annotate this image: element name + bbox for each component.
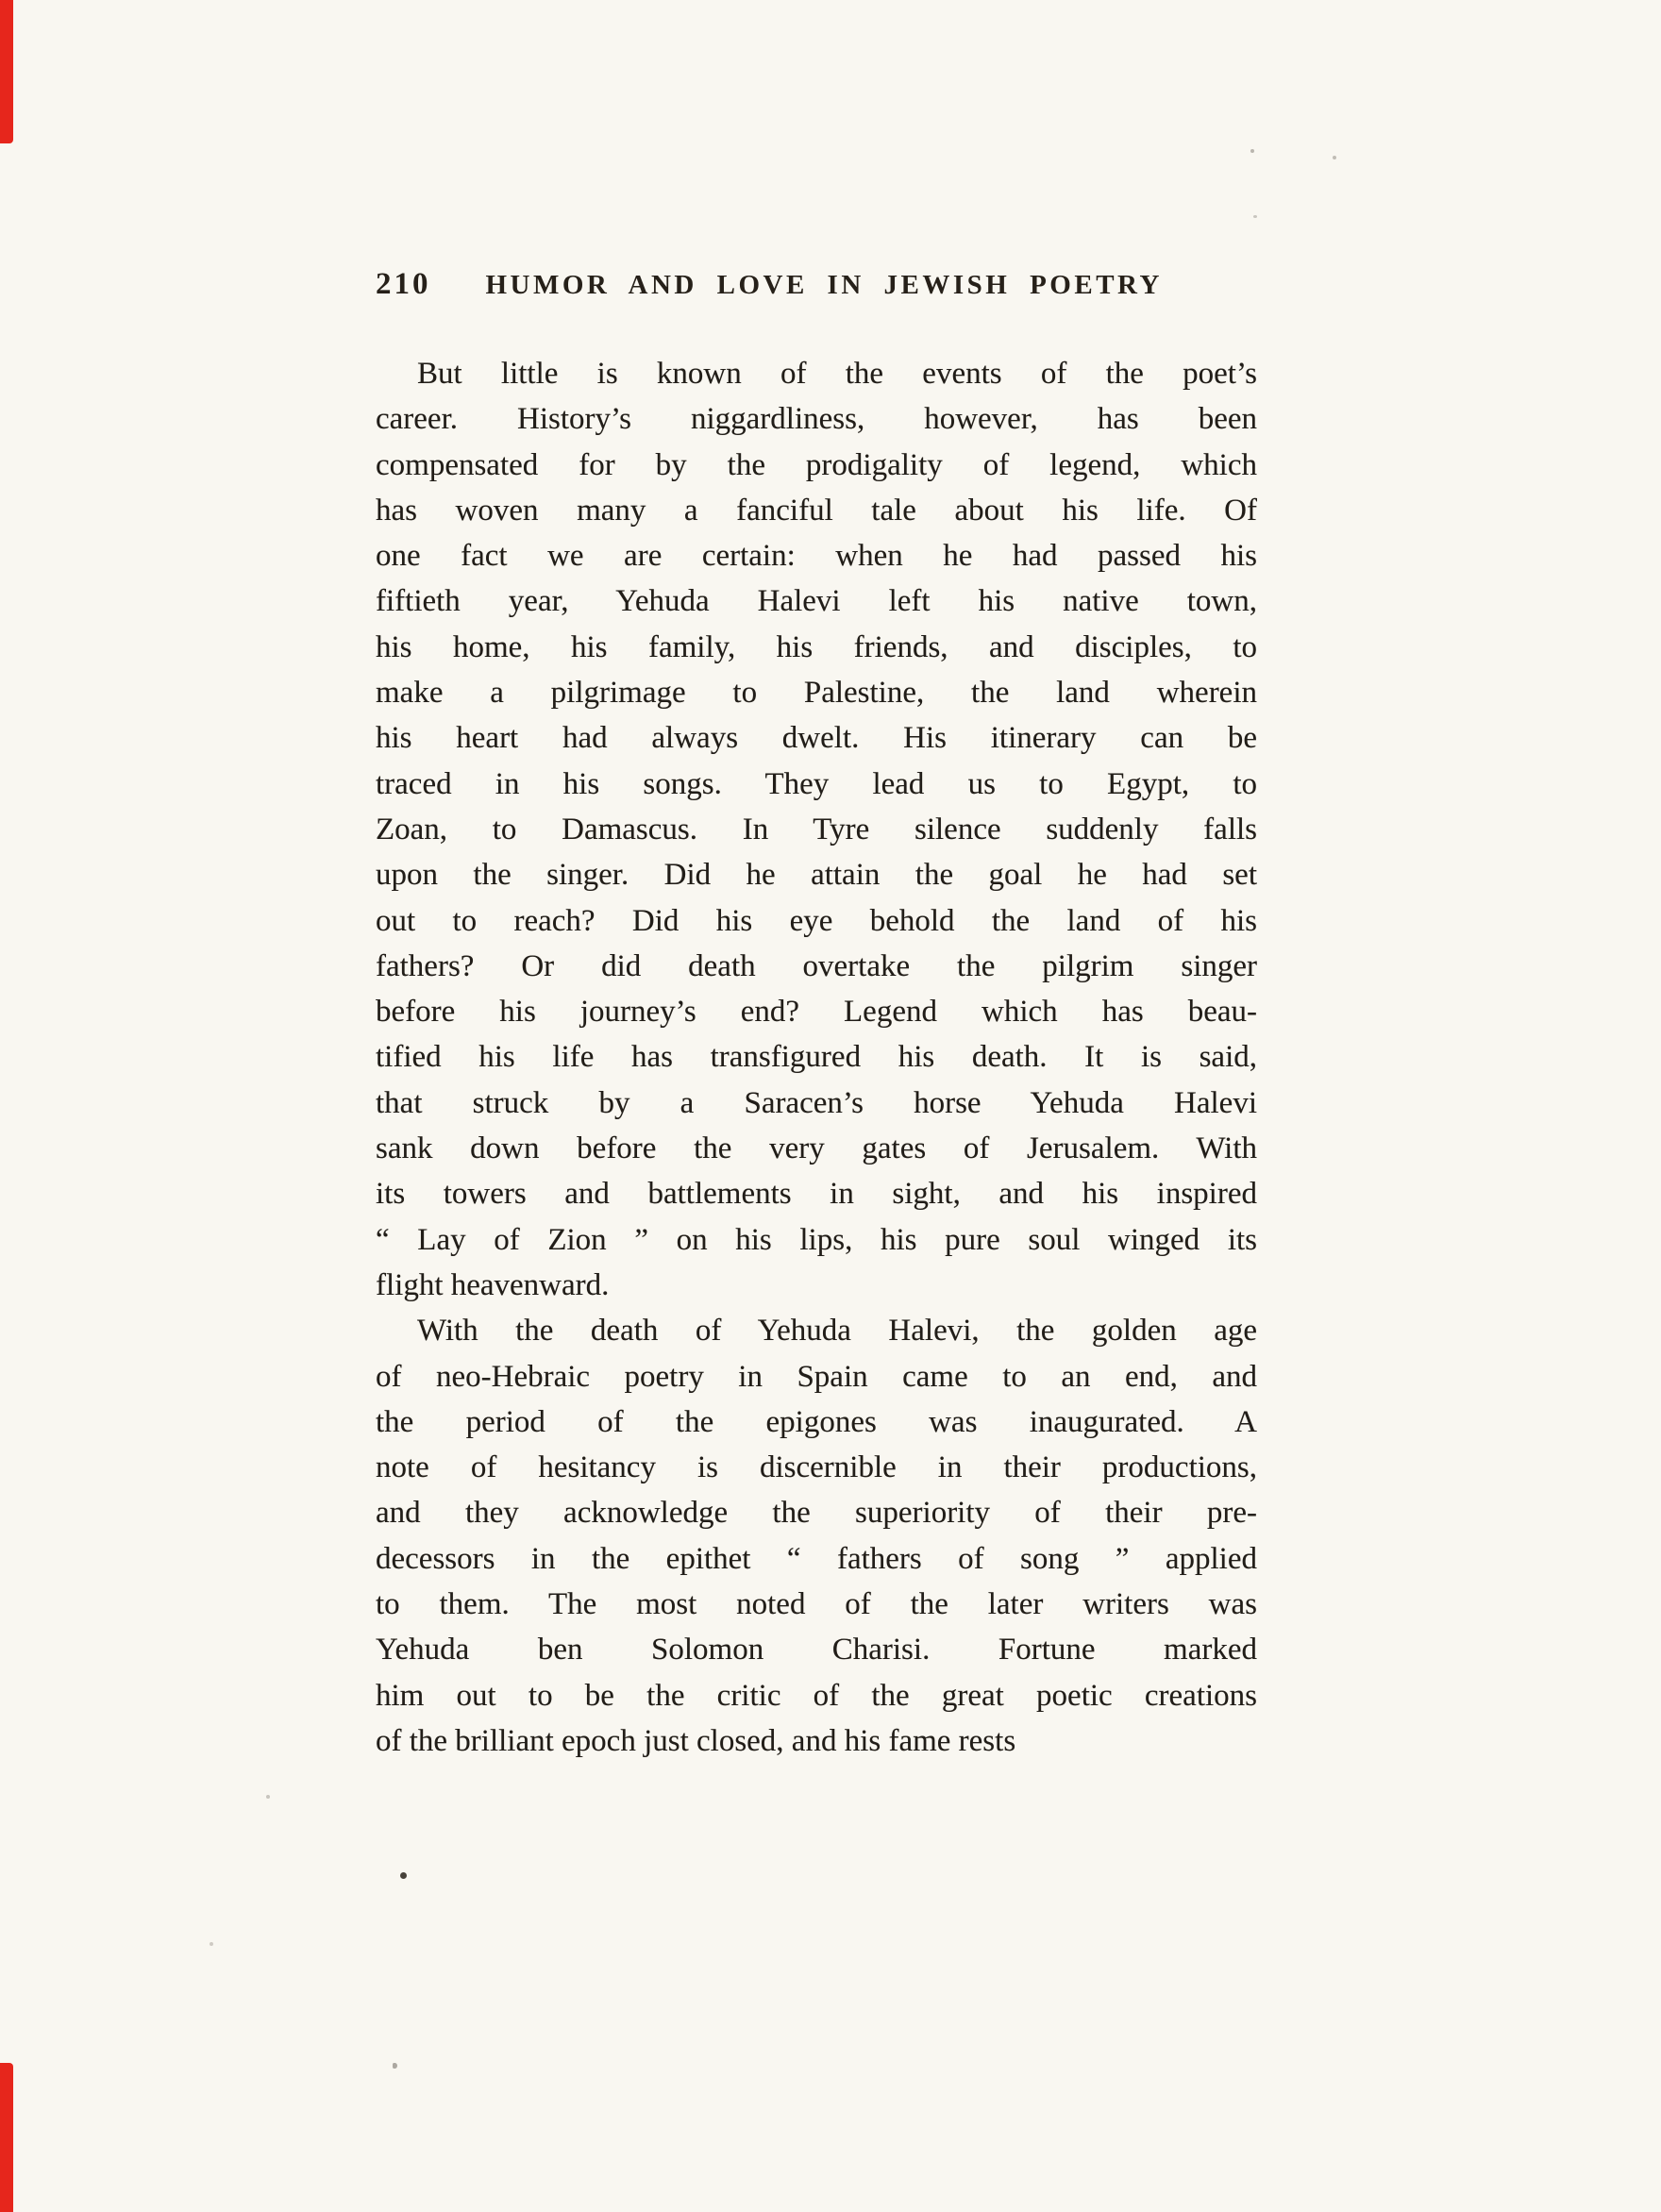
text-line: one fact we are certain: when he had passed his xyxy=(376,539,1257,574)
text-line: upon the singer. Did he attain the goal he had set xyxy=(376,858,1257,893)
text-line: Yehuda ben Solomon Charisi. Fortune marked xyxy=(376,1633,1257,1667)
text-line: has woven many a fanciful tale about his life. Of xyxy=(376,493,1257,528)
scan-artifact xyxy=(400,1872,407,1879)
text-line: of neo-Hebraic poetry in Spain came to an end, and xyxy=(376,1359,1257,1394)
text-line: that struck by a Saracen’s horse Yehuda Halevi xyxy=(376,1085,1257,1120)
text-line: note of hesitancy is discernible in their productions, xyxy=(376,1450,1257,1485)
text-line: him out to be the critic of the great poetic creations xyxy=(376,1678,1257,1713)
scan-artifact xyxy=(393,2063,397,2069)
text-line: before his journey’s end? Legend which has beau- xyxy=(376,995,1257,1030)
text-line: out to reach? Did his eye behold the land of his xyxy=(376,903,1257,938)
text-line: tified his life has transfigured his death. It is said, xyxy=(376,1040,1257,1075)
body-text xyxy=(376,351,1257,1764)
text-line: of the brilliant epoch just closed, and his fame rests xyxy=(376,1723,1016,1758)
running-title: HUMOR AND LOVE IN JEWISH POETRY xyxy=(485,270,1163,300)
paragraph-2 xyxy=(376,1308,1257,1764)
text-line: to them. The most noted of the later writers was xyxy=(376,1587,1257,1622)
text-line: With the death of Yehuda Halevi, the golden age xyxy=(417,1314,1257,1349)
text-line: traced in his songs. They lead us to Egypt, to xyxy=(376,766,1257,801)
page-header xyxy=(376,267,1257,302)
scan-artifact xyxy=(1253,215,1257,218)
text-line: Zoan, to Damascus. In Tyre silence suddenly falls xyxy=(376,812,1257,846)
page-number: 210 xyxy=(376,267,431,301)
text-line: compensated for by the prodigality of legend, which xyxy=(376,447,1257,482)
scan-edge-mark-bottom xyxy=(0,2063,13,2212)
scan-artifact xyxy=(210,1942,213,1946)
scan-edge-mark-top xyxy=(0,0,13,143)
text-line: decessors in the epithet “ fathers of song ” applied xyxy=(376,1541,1257,1576)
scan-artifact xyxy=(266,1795,270,1799)
text-line: and they acknowledge the superiority of their pre- xyxy=(376,1496,1257,1531)
text-line: its towers and battlements in sight, and his inspired xyxy=(376,1177,1257,1212)
text-line: fiftieth year, Yehuda Halevi left his native town, xyxy=(376,584,1257,619)
paragraph-1 xyxy=(376,351,1257,1308)
scan-artifact xyxy=(1333,156,1336,159)
text-line: his heart had always dwelt. His itinerary can be xyxy=(376,721,1257,756)
text-line: “ Lay of Zion ” on his lips, his pure soul winged its xyxy=(376,1222,1257,1257)
scan-artifact xyxy=(1250,149,1254,153)
text-line: fathers? Or did death overtake the pilgrim singer xyxy=(376,948,1257,983)
text-line: his home, his family, his friends, and disciples, to xyxy=(376,629,1257,664)
text-line: flight heavenward. xyxy=(376,1267,610,1302)
text-line: make a pilgrimage to Palestine, the land wherein xyxy=(376,676,1257,711)
text-line: the period of the epigones was inaugurated. A xyxy=(376,1404,1257,1439)
text-line: But little is known of the events of the poet’s xyxy=(417,357,1257,391)
text-line: sank down before the very gates of Jerusalem. With xyxy=(376,1131,1257,1166)
text-line: career. History’s niggardliness, however, has been xyxy=(376,402,1257,437)
